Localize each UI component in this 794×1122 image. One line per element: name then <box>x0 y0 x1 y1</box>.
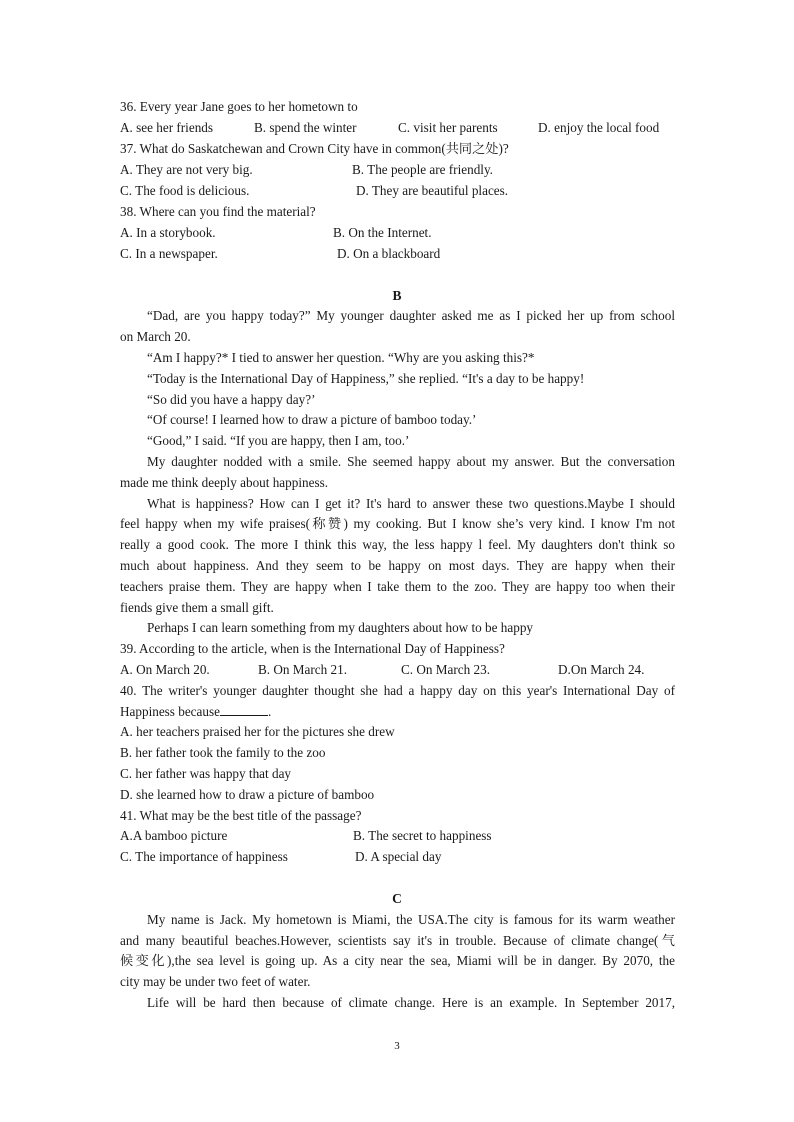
page-number: 3 <box>394 1040 400 1052</box>
q37-option-a: A. They are not very big. <box>120 162 253 177</box>
section-c-heading: C <box>392 891 402 906</box>
q38-option-a: A. In a storybook. <box>120 225 216 240</box>
passage-b-line: “Of course! I learned how to draw a picture of bamboo today.’ <box>147 412 477 427</box>
passage-b-line: “Today is the International Day of Happiness,” she replied. “It's a day to be happy! <box>147 371 585 386</box>
q38-option-c: C. In a newspaper. <box>120 246 218 261</box>
question-39-stem: 39. According to the article, when is the International Day of Happiness? <box>120 641 505 656</box>
passage-c-line: My name is Jack. My hometown is Miami, the USA.The city is famous for its warm weather <box>147 912 675 927</box>
q38-option-d: D. On a blackboard <box>337 246 441 261</box>
passage-b-line: “So did you have a happy day?’ <box>147 392 316 407</box>
passage-b-line: on March 20. <box>120 329 191 344</box>
passage-b-line: What is happiness? How can I get it? It's hard to answer these two questions.Maybe I should <box>147 496 675 511</box>
passage-b-line: teachers praise them. They are happy when I take them to the zoo. They are happy too when their <box>120 579 675 594</box>
q39-option-a: A. On March 20. <box>120 662 210 677</box>
passage-b-line: Perhaps I can learn something from my daughters about how to be happy <box>147 620 534 635</box>
question-40-stem-cont <box>120 701 675 722</box>
q36-option-b: B. spend the winter <box>254 120 357 135</box>
q41-option-d: D. A special day <box>355 849 442 864</box>
passage-c-line: Life will be hard then because of climate change. Here is an example. In September 2017, <box>147 995 675 1010</box>
q39-option-b: B. On March 21. <box>258 662 348 677</box>
passage-b-line: “Am I happy?* I tied to answer her question. “Why are you asking this?* <box>147 350 535 365</box>
q41-option-a: A.A bamboo picture <box>120 828 228 843</box>
passage-b-line: “Dad, are you happy today?” My younger daughter asked me as I picked her up from school <box>147 308 675 323</box>
q39-option-c: C. On March 23. <box>401 662 491 677</box>
passage-c-line: 候变化),the sea level is going up. As a city near the sea, Miami will be in danger. By 2070, the <box>120 953 675 968</box>
q40-option-d: D. she learned how to draw a picture of bamboo <box>120 787 375 802</box>
q41-option-c: C. The importance of happiness <box>120 849 288 864</box>
q41-option-b: B. The secret to happiness <box>353 828 492 843</box>
passage-b-line: My daughter nodded with a smile. She seemed happy about my answer. But the conversation <box>147 454 675 469</box>
question-38-stem: 38. Where can you find the material? <box>120 204 316 219</box>
q40-option-a: A. her teachers praised her for the pictures she drew <box>120 724 395 739</box>
q36-option-a: A. see her friends <box>120 120 214 135</box>
q38-option-b: B. On the Internet. <box>333 225 432 240</box>
section-b-heading: B <box>392 288 402 303</box>
q36-option-c: C. visit her parents <box>398 120 498 135</box>
question-40-stem: 40. The writer's younger daughter thought she had a happy day on this year's International Day of <box>120 683 675 698</box>
passage-c-line: and many beautiful beaches.However, scientists say it's in trouble. Because of climate change(气 <box>120 933 675 948</box>
q40-option-b: B. her father took the family to the zoo <box>120 745 326 760</box>
passage-b-line: “Good,” I said. “If you are happy, then I am, too.’ <box>147 433 410 448</box>
question-41-stem: 41. What may be the best title of the passage? <box>120 808 362 823</box>
q37-option-b: B. The people are friendly. <box>352 162 493 177</box>
passage-b-line: really a good cook. The more I think this way, the less happy l feel. My daughters don't think so <box>120 537 675 552</box>
passage-b-line: much about happiness. And they seem to be happy on most days. They are happy when their <box>120 558 675 573</box>
passage-b-line: made me think deeply about happiness. <box>120 475 329 490</box>
passage-c-line: city may be under two feet of water. <box>120 974 311 989</box>
answer-blank <box>220 703 268 716</box>
q36-option-d: D. enjoy the local food <box>538 120 660 135</box>
question-37-stem: 37. What do Saskatchewan and Crown City have in common(共同之处)? <box>120 141 509 156</box>
q37-option-d: D. They are beautiful places. <box>356 183 509 198</box>
question-36-stem: 36. Every year Jane goes to her hometown to <box>120 99 358 114</box>
passage-b-line: feel happy when my wife praises(称赞) my cooking. But I know she’s very kind. I know I'm not <box>120 516 675 531</box>
q40-option-c: C. her father was happy that day <box>120 766 292 781</box>
q37-option-c: C. The food is delicious. <box>120 183 250 198</box>
passage-b-line: fiends give them a small gift. <box>120 600 274 615</box>
q39-option-d: D.On March 24. <box>558 662 645 677</box>
question-40-stem-end: . <box>267 704 272 719</box>
question-40-stem-text: Happiness because <box>120 704 220 719</box>
